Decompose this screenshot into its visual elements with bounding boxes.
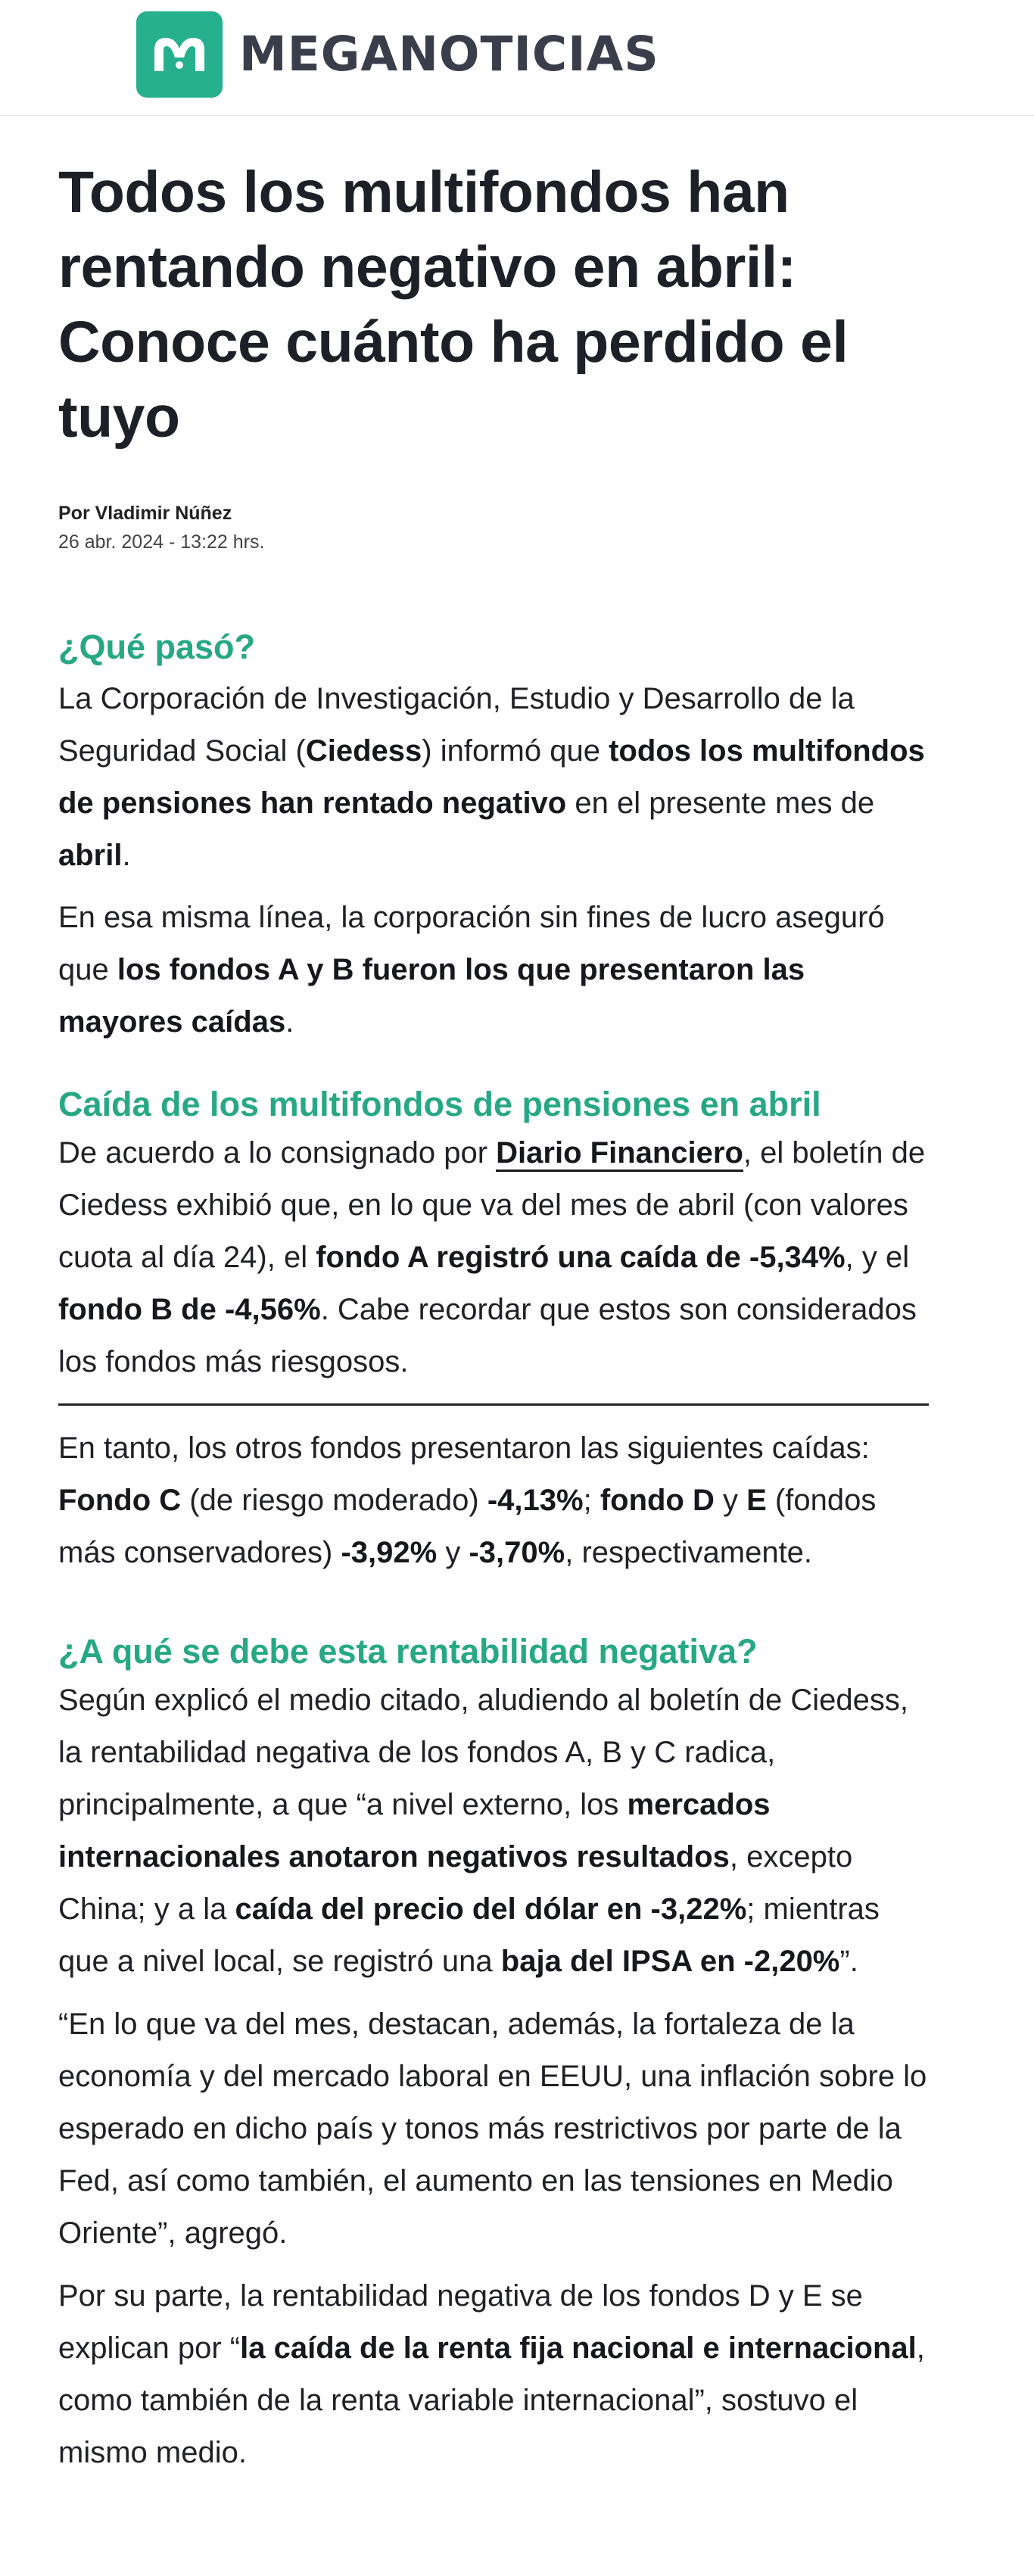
meganoticias-logo-icon[interactable] [136,11,223,98]
section-heading-rentabilidad-negativa: ¿A qué se debe esta rentabilidad negativa? [58,1632,758,1671]
paragraph: La Corporación de Investigación, Estudio y Desarrollo de la Seguridad Social (Ciedess) informó que todos los multifondos de pensiones han rentado negativo en el presente mes de abril. [58,682,925,872]
paragraph: “En lo que va del mes, destacan, además, la fortaleza de la economía y del mercado laboral en EEUU, una inflación sobre lo esperado en dicho país y tonos más restrictivos por parte de la Fed, así como también, el aumento en las tensiones en Medio Oriente”, agregó. [58,2008,927,2250]
article-title: Todos los multifondos han rentando negativo en abril: Conoce cuánto ha perdido el tuyo [58,160,849,450]
brand-wordmark[interactable]: MEGANOTICIAS [239,26,659,82]
paragraph: Por su parte, la rentabilidad negativa de los fondos D y E se explican por “la caída de la renta fija nacional e internacional, como también de la renta variable internacional”, sostuvo el mismo medio. [58,2279,925,2469]
diario-financiero-link[interactable]: Diario Financiero [496,1136,743,1172]
paragraph: De acuerdo a lo consignado por Diario Financiero, el boletín de Ciedess exhibió que, en lo que va del mes de abril (con valores cuota al día 24), el fondo A registró una caída de -5,34%, y el fondo B de -4,56%. Cabe recordar que estos son considerados los fondos más riesgosos. [58,1136,926,1378]
paragraph: Según explicó el medio citado, aludiendo al boletín de Ciedess, la rentabilidad negativa de los fondos A, B y C radica, principalmente, a que “a nivel externo, los mercados internacionales anotaron negativos resultados, excepto China; y a la caída del precio del dólar en -3,22%; mientras que a nivel local, se registró una baja del IPSA en -2,20%”. [58,1684,908,1978]
paragraph: En tanto, los otros fondos presentaron las siguientes caídas: Fondo C (de riesgo moderado) -4,13%; fondo D y E (fondos más conservadores) -3,92% y -3,70%, respectivamente. [58,1431,877,1569]
section-heading-caida-multifondos: Caída de los multifondos de pensiones en abril [58,1085,821,1123]
article-author: Por Vladimir Núñez [58,503,232,524]
article-date: 26 abr. 2024 - 13:22 hrs. [58,531,265,553]
content-divider [58,1403,929,1406]
site-header [0,0,1034,116]
section-heading-que-paso: ¿Qué pasó? [58,628,256,666]
paragraph: En esa misma línea, la corporación sin fines de lucro aseguró que los fondos A y B fueron los que presentaron las mayores caídas. [58,901,885,1039]
logo-m-shape [150,33,209,76]
article [58,155,929,2479]
